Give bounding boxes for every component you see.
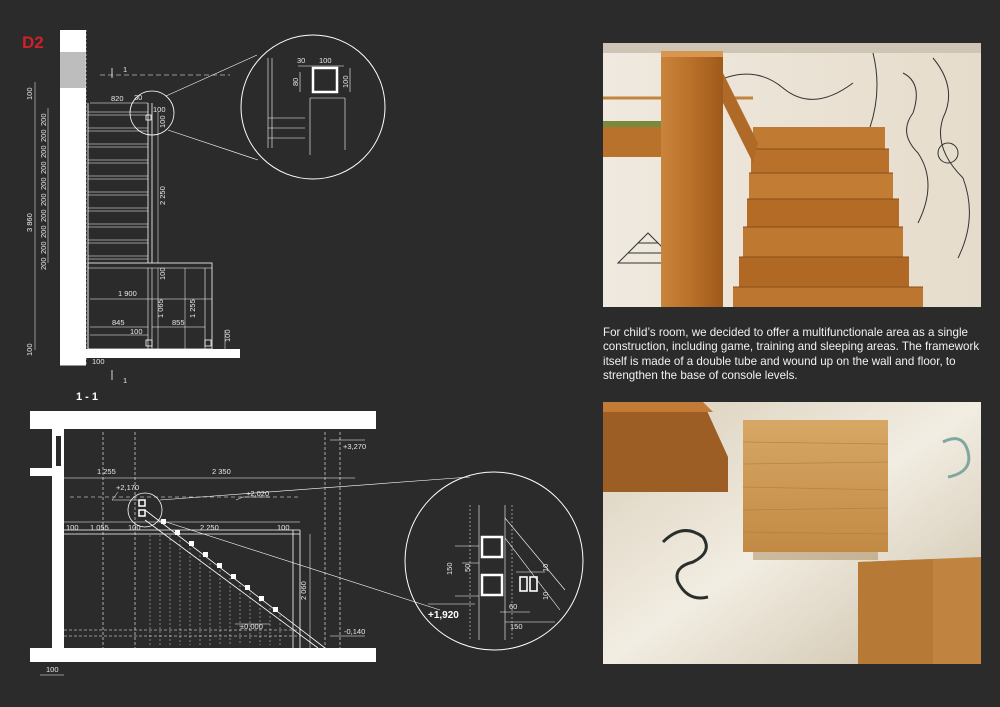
plan-d100-b: 100 [128,523,141,532]
dim-base-100: 100 [130,327,143,336]
console-levels-illustration [603,402,981,664]
plan-d100-c: 100 [277,523,290,532]
plan-detail-level: +1,920 [428,610,459,621]
dim-rung: 200 [39,225,48,238]
plan-dim-1255: 1 255 [97,467,116,476]
dim-rung: 200 [39,241,48,254]
dim-right-100: 100 [223,329,232,342]
plan-detail-d60: 60 [509,602,518,611]
dim-100-side: 100 [158,115,167,128]
dim-total-height: 3 860 [25,213,34,232]
dim-rung: 200 [39,257,48,270]
detail-dim-100: 100 [319,56,332,65]
plan-height-2060: 2 060 [299,581,308,600]
plan-detail [405,472,583,650]
plan-d100-a: 100 [66,523,79,532]
plan-detail-d150-h: 150 [510,622,523,631]
plan-level-2170: +2,170 [116,483,140,492]
dim-rung: 200 [39,177,48,190]
dim-rung: 200 [39,161,48,174]
dim-platform-width: 1 900 [118,289,137,298]
plan-detail-d150-v: 150 [445,562,454,575]
plan-level-neg: -0,140 [344,627,366,636]
console-levels-photo [603,402,981,664]
plan-level-0000: ±0,000 [240,622,263,631]
section-mark-number: 1 [123,376,128,385]
plan-level-3270: +3,270 [343,442,367,451]
dim-30: 30 [134,93,143,102]
dim-rung: 200 [39,209,48,222]
dim-rung: 200 [39,129,48,142]
dim-rung: 200 [39,113,48,126]
dim-rung: 200 [39,193,48,206]
plan-dimensions [46,442,366,674]
dim-right-span: 855 [172,318,185,327]
section-mark-number: 1 [123,65,128,74]
plan-dim-2350: 2 350 [212,467,231,476]
plan-bottom-100: 100 [46,665,59,674]
staircase-photo [603,43,981,307]
dim-rung: 200 [39,145,48,158]
dim-center-height: 1 065 [156,299,165,318]
dim-ladder-height: 2 250 [158,186,167,205]
dim-100-top: 100 [153,105,166,114]
plan-detail-d50: 50 [463,563,472,572]
plan-level-2020: +2,020 [246,489,270,498]
detail-dim-100-v: 100 [341,75,350,88]
dim-left-span: 845 [112,318,125,327]
project-description: For child’s room, we decided to offer a multifunctionale area as a single construction, including game, training and sleeping areas. The framework itself is made of a double tube and wound up on the wall and floor, to strengthen the base of console levels. [603,326,980,383]
plan-d1055: 1 055 [90,523,109,532]
plan-view [30,411,470,675]
dim-right-height: 1 255 [188,299,197,318]
section-title: 1 - 1 [76,391,99,403]
sheet-code: D2 [22,33,44,52]
dim-top-left: 100 [25,87,34,100]
plan-d2250: 2 250 [200,523,219,532]
elevation-view [35,30,258,380]
plan-detail-d10-a: 10 [541,563,550,572]
dim-floor-100: 100 [92,357,105,366]
dim-820: 820 [111,94,124,103]
detail-dim-30: 30 [297,56,306,65]
plan-detail-d10-b: 10 [541,591,550,600]
detail-dim-80: 80 [291,77,300,86]
staircase-illustration [603,43,981,307]
elevation-detail [241,35,385,179]
dim-platform-gap: 100 [158,267,167,280]
dim-bottom-left: 100 [25,343,34,356]
